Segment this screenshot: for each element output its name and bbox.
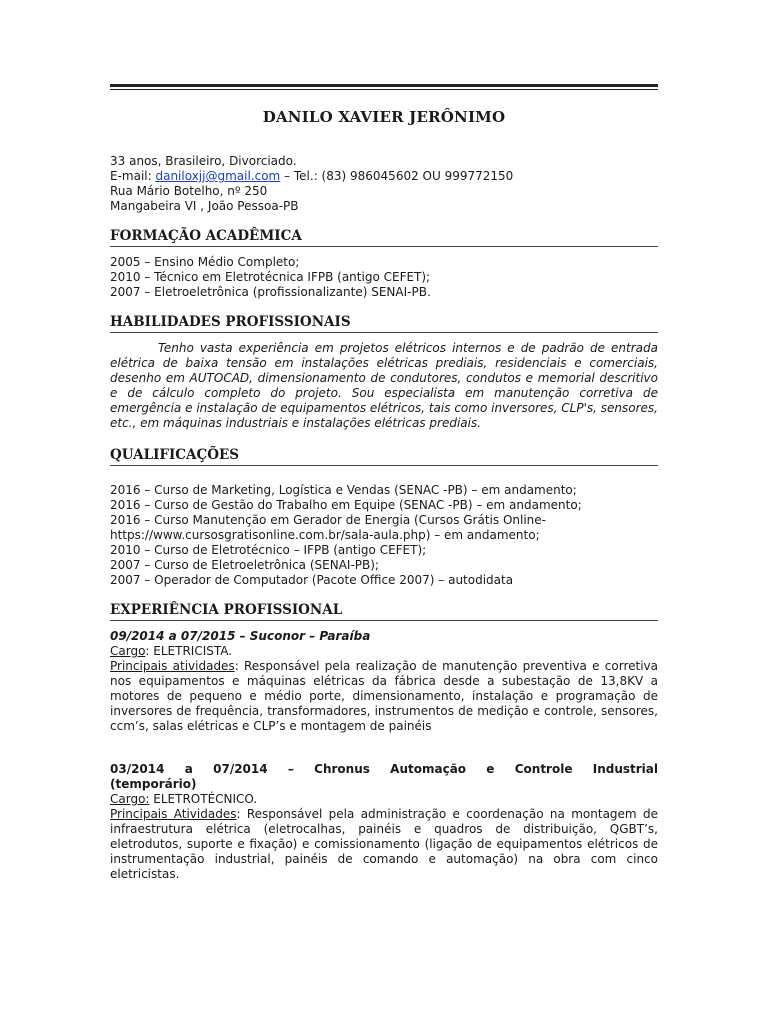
habilidades-paragraph: Tenho vasta experiência em projetos elétricos internos e de padrão de entrada elétrica de baixa tensão em instalações elétricas prediais, residenciais e comerciais, desenho em AUTOCAD, dimensionamento de condutores, condutos e memorial descritivo e de cálculo completo do projeto. Sou especialista em manutenção corretiva de emergência e instalação de equipamentos elétricos, tais como inversores, CLP's, sensores, etc., em máquinas industriais e instalações elétricas prediais. — [110, 341, 658, 430]
email-link[interactable]: daniloxjj@gmail.com — [155, 169, 281, 183]
list-item: 2016 – Curso de Gestão do Trabalho em Equipe (SENAC -PB) – em andamento; — [110, 498, 582, 512]
email-phone-line — [110, 169, 658, 184]
email-label: E-mail: — [110, 169, 156, 183]
phone-text: – Tel.: (83) 986045602 OU 999772150 — [280, 169, 514, 183]
list-item: https://www.cursosgratisonline.com.br/sala-aula.php) – em andamento; — [110, 528, 540, 542]
job-entry-1 — [110, 629, 658, 734]
job-period-note: (temporário) — [110, 777, 197, 791]
job-cargo — [110, 792, 658, 807]
personal-info: 33 anos, Brasileiro, Divorciado. — [110, 154, 297, 168]
job-period: 09/2014 a 07/2015 – Suconor – Paraíba — [110, 629, 371, 643]
section-qualificacoes-title: QUALIFICAÇÕES — [110, 447, 658, 466]
list-item: 2007 – Operador de Computador (Pacote Office 2007) – autodidata — [110, 573, 514, 587]
activities-label: Principais atividades — [110, 659, 235, 673]
address-line-2: Mangabeira VI , João Pessoa-PB — [110, 199, 299, 213]
section-habilidades-title: HABILIDADES PROFISSIONAIS — [110, 314, 658, 333]
job-activities — [110, 659, 658, 734]
cargo-value: : ELETRICISTA. — [145, 644, 233, 658]
activities-label: Principais Atividades — [110, 807, 237, 821]
section-experiencia-title: EXPERIÊNCIA PROFISSIONAL — [110, 602, 658, 621]
cargo-label: Cargo: — [110, 792, 150, 806]
cargo-label: Cargo — [110, 644, 146, 658]
section-formacao-title: FORMAÇÃO ACADÊMICA — [110, 228, 658, 247]
qualificacoes-list — [110, 483, 658, 588]
address-line-1: Rua Mário Botelho, nº 250 — [110, 184, 268, 198]
list-item: 2010 – Curso de Eletrotécnico – IFPB (antigo CEFET); — [110, 543, 427, 557]
resume-page — [110, 84, 658, 882]
job-activities — [110, 807, 658, 882]
job-cargo — [110, 644, 658, 659]
candidate-name: DANILO XAVIER JERÔNIMO — [262, 108, 506, 126]
contact-block — [110, 154, 658, 214]
list-item: 2007 – Curso de Eletroeletrônica (SENAI-PB); — [110, 558, 379, 572]
activities-text: : Responsável pela realização de manutenção preventiva e corretiva nos equipamentos e máquinas elétricas da fábrica desde a subestação de 13,8KV a motores de pequeno e médio porte, dimensionamento, instalação e programação de inversores de frequência, transformadores, instrumentos de medição e controle, sensores, ccm’s, salas elétricas e CLP’s e montagem de painéis — [110, 659, 658, 733]
list-item: 2010 – Técnico em Eletrotécnica IFPB (antigo CEFET); — [110, 270, 431, 284]
list-item: 2007 – Eletroeletrônica (profissionalizante) SENAI-PB. — [110, 285, 431, 299]
list-item: 2005 – Ensino Médio Completo; — [110, 255, 300, 269]
list-item: 2016 – Curso de Marketing, Logística e Vendas (SENAC -PB) – em andamento; — [110, 483, 577, 497]
list-item: 2016 – Curso Manutenção em Gerador de Energia (Cursos Grátis Online- — [110, 513, 546, 527]
cargo-value: ELETROTÉCNICO. — [149, 792, 258, 806]
job-period: 03/2014 a 07/2014 – Chronus Automação e Controle Industrial — [110, 762, 658, 776]
header-rule — [110, 84, 658, 90]
formacao-list — [110, 255, 658, 300]
job-entry-2 — [110, 762, 658, 882]
activities-text: : Responsável pela administração e coordenação na montagem de infraestrutura elétrica (eletrocalhas, painéis e quadros de distribuição, QGBT’s, eletrodutos, suporte e fixação) e comissionamento (ligação de equipamentos elétricos de instrumentação industrial, painéis de comando e automação) na obra com cinco eletricistas. — [110, 807, 658, 881]
